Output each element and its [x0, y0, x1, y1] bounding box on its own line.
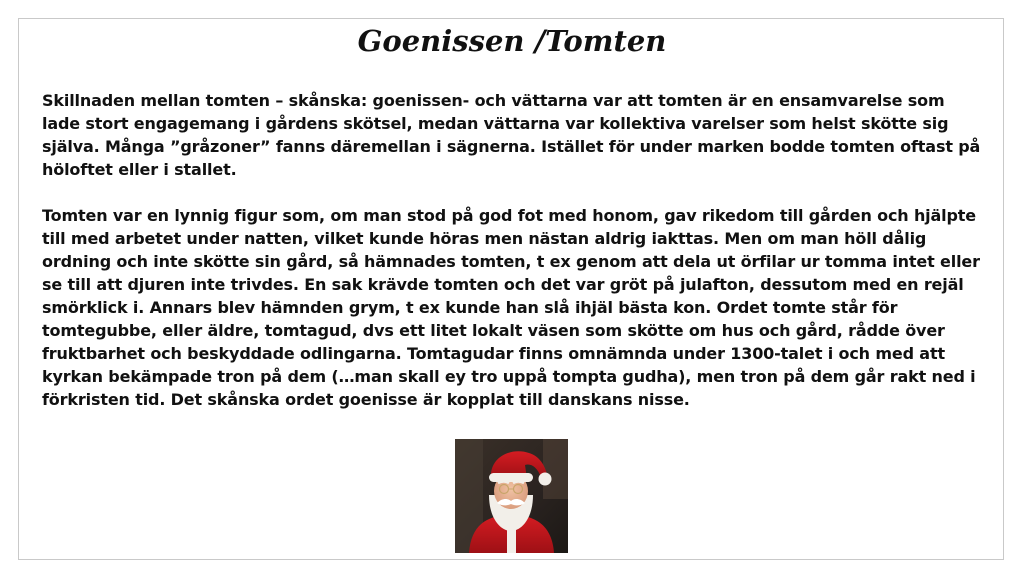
tomte-photo — [455, 439, 568, 553]
paragraph-1: Skillnaden mellan tomten – skånska: goenissen- och vättarna var att tomten är en ensamvarelse som lade stort engagemang i gårdens skötsel, medan vättarna var kollektiva varelser som helst skötte sig själva. Många ”gråzoner” fanns däremellan i sägnerna. Istället för under marken bodde tomten oftast på höloftet eller i stallet. — [42, 91, 981, 179]
tomte-illustration — [455, 439, 568, 553]
slide-body — [42, 89, 987, 411]
slide-title: Goenissen /Tomten — [357, 24, 667, 58]
paragraph-2: Tomten var en lynnig figur som, om man stod på god fot med honom, gav rikedom till gården och hjälpte till med arbetet under natten, vilket kunde höras men nästan aldrig iakttas. Men om man höll dålig ordning och inte skötte sin gård, så hämnades tomten, t ex genom att dela ut örfilar ur tomma intet eller se till att djuren inte trivdes. En sak krävde tomten och det var gröt på julafton, dessutom med en rejäl smörklick i. Annars blev hämnden grym, t ex kunde han slå ihjäl bästa kon. Ordet tomte står för tomtegubbe, eller äldre, tomtagud, dvs ett litet lokalt väsen som skötte om hus och gård, rådde över fruktbarhet och beskyddade odlingarna. Tomtagudar finns omnämnda under 1300-talet i och med att kyrkan bekämpade tron på dem (…man skall ey tro uppå tompta gudha), men tron på dem går rakt ned i förkristen tid. Det skånska ordet goenisse är kopplat till danskans nisse. — [42, 206, 980, 409]
